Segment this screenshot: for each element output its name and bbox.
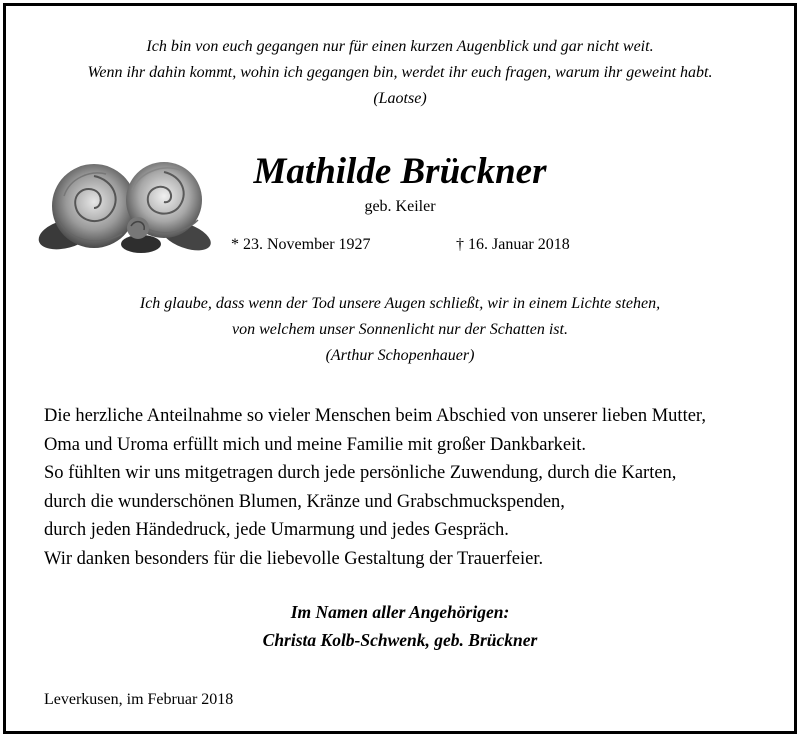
thanks-line: Die herzliche Anteilnahme so vieler Menschen beim Abschied von unserer lieben Mutter,	[44, 406, 706, 426]
obituary-notice	[3, 3, 797, 734]
death-date: † 16. Januar 2018	[456, 236, 570, 253]
place-date: Leverkusen, im Februar 2018	[44, 691, 234, 708]
quote-line: Wenn ihr dahin kommt, wohin ich gegangen bin, werdet ihr euch fragen, warum ihr geweint habt.	[87, 64, 713, 81]
signature-intro: Im Namen aller Angehörigen:	[290, 602, 510, 622]
quote-line: Ich bin von euch gegangen nur für einen kurzen Augenblick und gar nicht weit.	[146, 38, 654, 55]
quote-line: von welchem unser Sonnenlicht nur der Schatten ist.	[232, 321, 568, 338]
thanks-line: durch die wunderschönen Blumen, Kränze und Grabschmuckspenden,	[44, 491, 565, 512]
birth-date: * 23. November 1927	[231, 236, 371, 253]
thanks-line: Wir danken besonders für die liebevolle Gestaltung der Trauerfeier.	[44, 548, 544, 569]
birth-name: geb. Keiler	[364, 198, 436, 215]
deceased-name: Mathilde Brückner	[253, 151, 547, 192]
quote-author: (Laotse)	[373, 90, 427, 107]
thanks-line: durch jeden Händedruck, jede Umarmung und jedes Gespräch.	[44, 520, 509, 540]
thanks-line: So fühlten wir uns mitgetragen durch jede persönliche Zuwendung, durch die Karten,	[44, 463, 677, 483]
signature-name: Christa Kolb-Schwenk, geb. Brückner	[262, 630, 538, 650]
signature	[6, 598, 794, 654]
quote-laotse	[6, 34, 794, 112]
quote-schopenhauer	[6, 291, 794, 369]
quote-author: (Arthur Schopenhauer)	[325, 347, 475, 364]
quote-line: Ich glaube, dass wenn der Tod unsere Augen schließt, wir in einem Lichte stehen,	[139, 295, 661, 312]
thanks-text	[44, 402, 706, 573]
thanks-line: Oma und Uroma erfüllt mich und meine Familie mit großer Dankbarkeit.	[44, 434, 587, 455]
